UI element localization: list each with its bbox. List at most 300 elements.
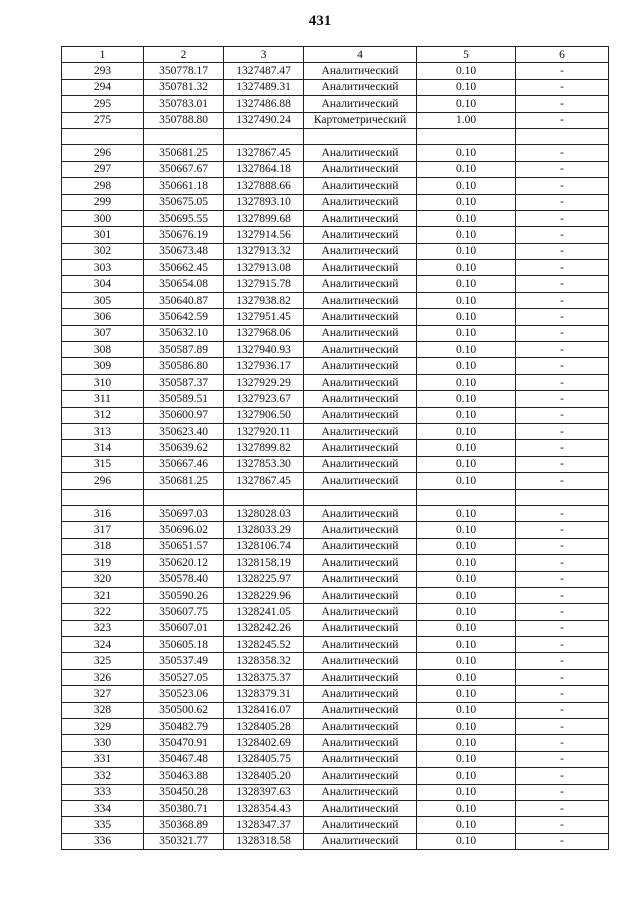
note-cell: - [516,79,609,95]
method-cell: Аналитический [304,538,417,554]
x-coordinate-cell: 350788.80 [144,112,224,128]
y-coordinate-cell: 1327938.82 [224,292,304,308]
method-cell: Аналитический [304,653,417,669]
y-coordinate-cell: 1328416.07 [224,702,304,718]
x-coordinate-cell: 350600.97 [144,407,224,423]
accuracy-cell: 0.10 [417,604,516,620]
table-row [62,358,609,374]
point-number-cell: 312 [62,407,144,423]
table-row [62,342,609,358]
table-row [62,522,609,538]
point-number-cell: 329 [62,719,144,735]
y-coordinate-cell: 1327914.56 [224,227,304,243]
note-cell: - [516,587,609,603]
accuracy-cell: 0.10 [417,751,516,767]
x-coordinate-cell: 350590.26 [144,587,224,603]
x-coordinate-cell: 350589.51 [144,391,224,407]
accuracy-cell: 0.10 [417,702,516,718]
y-coordinate-cell: 1327968.06 [224,325,304,341]
table-row [62,637,609,653]
x-coordinate-cell: 350667.67 [144,161,224,177]
point-number-cell: 297 [62,161,144,177]
point-number-cell: 304 [62,276,144,292]
table-row [62,407,609,423]
method-cell: Аналитический [304,276,417,292]
note-cell: - [516,669,609,685]
accuracy-cell: 0.10 [417,555,516,571]
x-coordinate-cell: 350523.06 [144,686,224,702]
accuracy-cell: 0.10 [417,505,516,521]
x-coordinate-cell: 350667.46 [144,456,224,472]
table-row [62,292,609,308]
x-coordinate-cell: 350500.62 [144,702,224,718]
note-cell: - [516,735,609,751]
table-row [62,833,609,849]
method-cell: Аналитический [304,505,417,521]
accuracy-cell: 0.10 [417,79,516,95]
point-number-cell: 310 [62,374,144,390]
x-coordinate-cell: 350639.62 [144,440,224,456]
point-number-cell: 294 [62,79,144,95]
table-row [62,63,609,79]
point-number-cell: 325 [62,653,144,669]
point-number-cell: 334 [62,800,144,816]
accuracy-cell: 0.10 [417,768,516,784]
coordinates-table [61,46,609,850]
point-number-cell: 331 [62,751,144,767]
point-number-cell: 315 [62,456,144,472]
x-coordinate-cell: 350778.17 [144,63,224,79]
x-coordinate-cell: 350586.80 [144,358,224,374]
note-cell: - [516,358,609,374]
point-number-cell: 336 [62,833,144,849]
note-cell: - [516,112,609,128]
y-coordinate-cell: 1327951.45 [224,309,304,325]
note-cell: - [516,522,609,538]
point-number-cell: 322 [62,604,144,620]
table-row [62,768,609,784]
point-number-cell: 298 [62,178,144,194]
table-row [62,719,609,735]
y-coordinate-cell: 1328405.75 [224,751,304,767]
accuracy-cell: 0.10 [417,260,516,276]
method-cell: Аналитический [304,440,417,456]
point-number-cell: 333 [62,784,144,800]
method-cell: Аналитический [304,358,417,374]
note-cell: - [516,751,609,767]
table-row [62,243,609,259]
accuracy-cell: 0.10 [417,456,516,472]
table-row [62,800,609,816]
method-cell: Аналитический [304,79,417,95]
note-cell: - [516,161,609,177]
y-coordinate-cell: 1327867.45 [224,473,304,489]
accuracy-cell: 0.10 [417,587,516,603]
separator-cell [304,489,417,505]
table-row [62,96,609,112]
table-row [62,473,609,489]
accuracy-cell: 0.10 [417,145,516,161]
point-number-cell: 328 [62,702,144,718]
point-number-cell: 314 [62,440,144,456]
table-row [62,227,609,243]
x-coordinate-cell: 350661.18 [144,178,224,194]
separator-cell [304,128,417,144]
x-coordinate-cell: 350607.01 [144,620,224,636]
method-cell: Аналитический [304,210,417,226]
note-cell: - [516,243,609,259]
y-coordinate-cell: 1327915.78 [224,276,304,292]
x-coordinate-cell: 350623.40 [144,423,224,439]
table-row [62,456,609,472]
x-coordinate-cell: 350368.89 [144,817,224,833]
method-cell: Аналитический [304,145,417,161]
method-cell: Аналитический [304,374,417,390]
method-cell: Аналитический [304,325,417,341]
y-coordinate-cell: 1328242.26 [224,620,304,636]
table-row [62,817,609,833]
note-cell: - [516,325,609,341]
y-coordinate-cell: 1328158.19 [224,555,304,571]
accuracy-cell: 0.10 [417,358,516,374]
point-number-cell: 295 [62,96,144,112]
method-cell: Аналитический [304,833,417,849]
point-number-cell: 326 [62,669,144,685]
method-cell: Аналитический [304,407,417,423]
point-number-cell: 316 [62,505,144,521]
separator-cell [417,128,516,144]
point-number-cell: 302 [62,243,144,259]
y-coordinate-cell: 1327936.17 [224,358,304,374]
separator-cell [224,128,304,144]
point-number-cell: 335 [62,817,144,833]
method-cell: Аналитический [304,161,417,177]
table-row [62,751,609,767]
note-cell: - [516,604,609,620]
point-number-cell: 275 [62,112,144,128]
point-number-cell: 308 [62,342,144,358]
note-cell: - [516,96,609,112]
table-row [62,423,609,439]
y-coordinate-cell: 1327923.67 [224,391,304,407]
x-coordinate-cell: 350470.91 [144,735,224,751]
x-coordinate-cell: 350463.88 [144,768,224,784]
y-coordinate-cell: 1328241.05 [224,604,304,620]
table-row [62,194,609,210]
header-cell-2: 2 [144,47,224,63]
x-coordinate-cell: 350640.87 [144,292,224,308]
point-number-cell: 296 [62,473,144,489]
y-coordinate-cell: 1328402.69 [224,735,304,751]
method-cell: Аналитический [304,555,417,571]
y-coordinate-cell: 1327487.47 [224,63,304,79]
x-coordinate-cell: 350620.12 [144,555,224,571]
method-cell: Аналитический [304,456,417,472]
point-number-cell: 296 [62,145,144,161]
header-cell-6: 6 [516,47,609,63]
table-row [62,505,609,521]
table-row [62,161,609,177]
accuracy-cell: 0.10 [417,194,516,210]
accuracy-cell: 0.10 [417,522,516,538]
point-number-cell: 313 [62,423,144,439]
table-row [62,79,609,95]
y-coordinate-cell: 1328318.58 [224,833,304,849]
note-cell: - [516,407,609,423]
accuracy-cell: 0.10 [417,391,516,407]
accuracy-cell: 0.10 [417,161,516,177]
note-cell: - [516,391,609,407]
y-coordinate-cell: 1327486.88 [224,96,304,112]
method-cell: Картометрический [304,112,417,128]
separator-cell [516,489,609,505]
x-coordinate-cell: 350681.25 [144,473,224,489]
point-number-cell: 323 [62,620,144,636]
method-cell: Аналитический [304,194,417,210]
note-cell: - [516,833,609,849]
x-coordinate-cell: 350783.01 [144,96,224,112]
note-cell: - [516,653,609,669]
method-cell: Аналитический [304,292,417,308]
y-coordinate-cell: 1328347.37 [224,817,304,833]
accuracy-cell: 0.10 [417,292,516,308]
point-number-cell: 301 [62,227,144,243]
x-coordinate-cell: 350450.28 [144,784,224,800]
x-coordinate-cell: 350587.37 [144,374,224,390]
accuracy-cell: 0.10 [417,833,516,849]
accuracy-cell: 0.10 [417,63,516,79]
table-row [62,620,609,636]
note-cell: - [516,719,609,735]
y-coordinate-cell: 1327853.30 [224,456,304,472]
accuracy-cell: 0.10 [417,227,516,243]
note-cell: - [516,309,609,325]
x-coordinate-cell: 350467.48 [144,751,224,767]
table-row [62,653,609,669]
table-row [62,735,609,751]
accuracy-cell: 0.10 [417,178,516,194]
separator-row [62,489,609,505]
method-cell: Аналитический [304,391,417,407]
accuracy-cell: 0.10 [417,653,516,669]
accuracy-cell: 0.10 [417,719,516,735]
separator-cell [224,489,304,505]
note-cell: - [516,784,609,800]
y-coordinate-cell: 1328245.52 [224,637,304,653]
note-cell: - [516,505,609,521]
point-number-cell: 306 [62,309,144,325]
method-cell: Аналитический [304,63,417,79]
separator-row [62,128,609,144]
accuracy-cell: 0.10 [417,817,516,833]
table-header [62,47,609,63]
table-row [62,669,609,685]
y-coordinate-cell: 1327929.29 [224,374,304,390]
table-row [62,702,609,718]
y-coordinate-cell: 1327913.08 [224,260,304,276]
note-cell: - [516,210,609,226]
x-coordinate-cell: 350632.10 [144,325,224,341]
note-cell: - [516,620,609,636]
point-number-cell: 319 [62,555,144,571]
accuracy-cell: 0.10 [417,473,516,489]
method-cell: Аналитический [304,423,417,439]
x-coordinate-cell: 350605.18 [144,637,224,653]
method-cell: Аналитический [304,227,417,243]
y-coordinate-cell: 1328225.97 [224,571,304,587]
note-cell: - [516,440,609,456]
separator-cell [516,128,609,144]
point-number-cell: 332 [62,768,144,784]
header-cell-4: 4 [304,47,417,63]
method-cell: Аналитический [304,817,417,833]
point-number-cell: 303 [62,260,144,276]
x-coordinate-cell: 350676.19 [144,227,224,243]
point-number-cell: 324 [62,637,144,653]
x-coordinate-cell: 350642.59 [144,309,224,325]
note-cell: - [516,456,609,472]
method-cell: Аналитический [304,751,417,767]
table-row [62,555,609,571]
separator-cell [144,128,224,144]
note-cell: - [516,423,609,439]
table-row [62,210,609,226]
table-row [62,784,609,800]
x-coordinate-cell: 350673.48 [144,243,224,259]
y-coordinate-cell: 1328397.63 [224,784,304,800]
note-cell: - [516,260,609,276]
method-cell: Аналитический [304,473,417,489]
table-row [62,260,609,276]
point-number-cell: 307 [62,325,144,341]
header-row [62,47,609,63]
table-row [62,145,609,161]
table-row [62,374,609,390]
note-cell: - [516,292,609,308]
note-cell: - [516,178,609,194]
note-cell: - [516,227,609,243]
table-row [62,325,609,341]
separator-cell [417,489,516,505]
accuracy-cell: 0.10 [417,620,516,636]
y-coordinate-cell: 1328379.31 [224,686,304,702]
x-coordinate-cell: 350527.05 [144,669,224,685]
note-cell: - [516,145,609,161]
accuracy-cell: 0.10 [417,538,516,554]
header-cell-3: 3 [224,47,304,63]
y-coordinate-cell: 1328229.96 [224,587,304,603]
x-coordinate-cell: 350681.25 [144,145,224,161]
point-number-cell: 321 [62,587,144,603]
method-cell: Аналитический [304,260,417,276]
separator-cell [144,489,224,505]
y-coordinate-cell: 1327940.93 [224,342,304,358]
accuracy-cell: 0.10 [417,571,516,587]
y-coordinate-cell: 1327489.31 [224,79,304,95]
note-cell: - [516,702,609,718]
method-cell: Аналитический [304,587,417,603]
x-coordinate-cell: 350537.49 [144,653,224,669]
separator-cell [62,128,144,144]
x-coordinate-cell: 350321.77 [144,833,224,849]
y-coordinate-cell: 1327888.66 [224,178,304,194]
note-cell: - [516,276,609,292]
method-cell: Аналитический [304,96,417,112]
point-number-cell: 293 [62,63,144,79]
point-number-cell: 305 [62,292,144,308]
y-coordinate-cell: 1327920.11 [224,423,304,439]
method-cell: Аналитический [304,686,417,702]
note-cell: - [516,473,609,489]
method-cell: Аналитический [304,719,417,735]
x-coordinate-cell: 350654.08 [144,276,224,292]
note-cell: - [516,374,609,390]
y-coordinate-cell: 1327893.10 [224,194,304,210]
accuracy-cell: 0.10 [417,374,516,390]
table-row [62,587,609,603]
note-cell: - [516,571,609,587]
accuracy-cell: 0.10 [417,342,516,358]
table-row [62,604,609,620]
table-body [62,63,609,850]
page-number: 431 [308,13,332,29]
note-cell: - [516,817,609,833]
y-coordinate-cell: 1327867.45 [224,145,304,161]
point-number-cell: 330 [62,735,144,751]
method-cell: Аналитический [304,522,417,538]
note-cell: - [516,342,609,358]
x-coordinate-cell: 350781.32 [144,79,224,95]
x-coordinate-cell: 350662.45 [144,260,224,276]
x-coordinate-cell: 350695.55 [144,210,224,226]
y-coordinate-cell: 1327913.32 [224,243,304,259]
point-number-cell: 318 [62,538,144,554]
table-row [62,571,609,587]
method-cell: Аналитический [304,637,417,653]
y-coordinate-cell: 1328375.37 [224,669,304,685]
separator-cell [62,489,144,505]
note-cell: - [516,637,609,653]
method-cell: Аналитический [304,735,417,751]
method-cell: Аналитический [304,800,417,816]
header-cell-1: 1 [62,47,144,63]
method-cell: Аналитический [304,243,417,259]
method-cell: Аналитический [304,669,417,685]
accuracy-cell: 0.10 [417,686,516,702]
accuracy-cell: 0.10 [417,637,516,653]
y-coordinate-cell: 1327490.24 [224,112,304,128]
method-cell: Аналитический [304,702,417,718]
note-cell: - [516,555,609,571]
accuracy-cell: 0.10 [417,735,516,751]
point-number-cell: 311 [62,391,144,407]
note-cell: - [516,686,609,702]
x-coordinate-cell: 350696.02 [144,522,224,538]
accuracy-cell: 0.10 [417,309,516,325]
y-coordinate-cell: 1328028.03 [224,505,304,521]
accuracy-cell: 0.10 [417,800,516,816]
accuracy-cell: 0.10 [417,96,516,112]
table-row [62,440,609,456]
y-coordinate-cell: 1327899.82 [224,440,304,456]
method-cell: Аналитический [304,784,417,800]
point-number-cell: 309 [62,358,144,374]
method-cell: Аналитический [304,342,417,358]
y-coordinate-cell: 1328358.32 [224,653,304,669]
point-number-cell: 327 [62,686,144,702]
table-row [62,112,609,128]
method-cell: Аналитический [304,571,417,587]
